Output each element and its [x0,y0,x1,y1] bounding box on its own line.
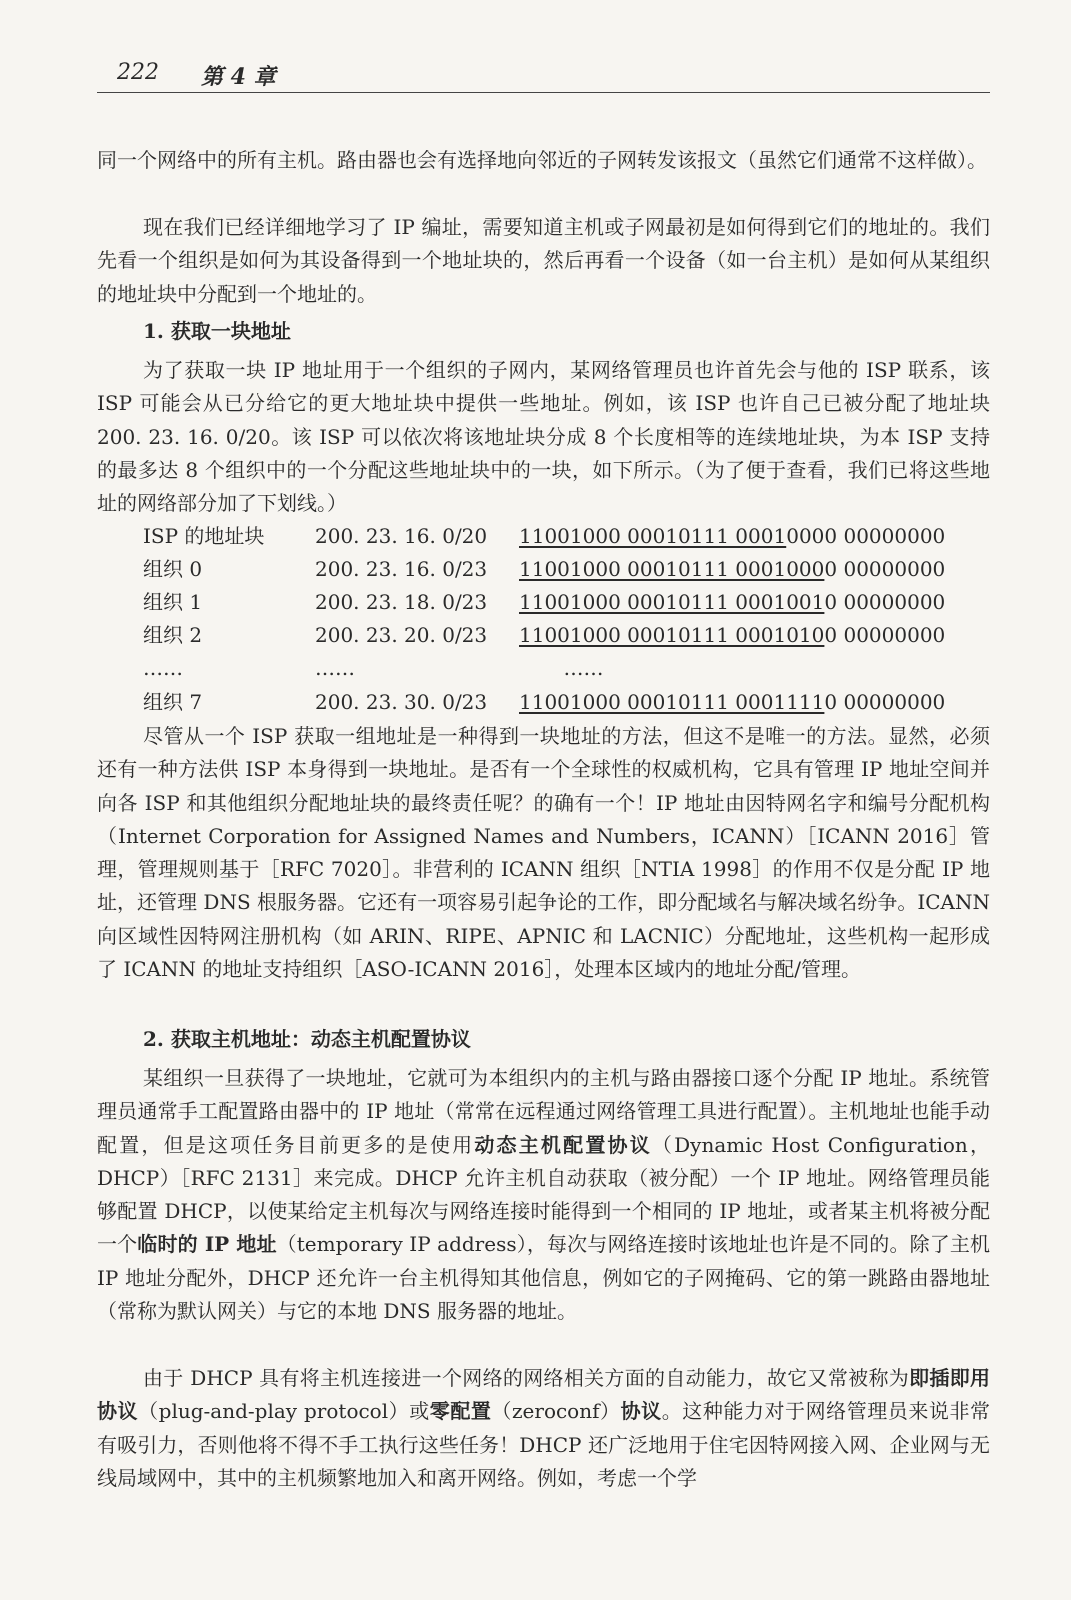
row-name: 组织 1 [143,590,203,614]
row-bits [519,553,945,586]
paragraph-1: 同一个网络中的所有主机。路由器也会有选择地向邻近的子网转发该报文（虽然它们通常不这样做）。 [97,148,987,172]
paragraph-2: 现在我们已经详细地学习了 IP 编址，需要知道主机或子网最初是如何得到它们的地址的。我们先看一个组织是如何为其设备得到一个地址块的，然后再看一个设备（如一台主机）是如何从某组织的地址块中分配到一个地址的。 [97,215,990,306]
paragraph-6 [97,1362,990,1495]
row-bits-network: 11001000 00010111 0001 [519,524,787,548]
row-name: 组织 7 [143,690,203,714]
row-prefix: 200. 23. 30. 0/23 [315,690,488,714]
p6-text-g: 。这种能力对于网络管理员来说非常有吸引力，否则他将不得不手工执行这些任务！DHCP 还广泛地用于住宅因特网接入网、企业网与无线局域网中，其中的主机频繁地加入和离开网络。例如，考虑一个学 [97,1399,991,1490]
row-bits-host: 0 00000000 [824,590,946,614]
term-dhcp: 动态主机配置协议 [474,1132,652,1157]
row-bits [519,652,604,685]
row-bits-network: 11001000 00010111 0001111 [519,690,825,714]
row-prefix: 200. 23. 16. 0/23 [315,557,488,581]
page-number: 222 [117,60,159,85]
p5-text-a: 某组织一旦获得了一块地址，它就可为本组织内的主机与路由器接口逐个分配 IP 地址。系统管理员通常手工配置路由器中的 IP 地址（常常在远程通过网络管理工具进行配置）。主机地址也能手动配置，但是这项任务目前更多的是使用 [97,1066,990,1157]
row-name: …… [143,656,183,680]
row-bits-host: …… [519,656,604,680]
row-name: 组织 2 [143,623,203,647]
row-bits [519,520,945,553]
p5-text-e: （temporary IP address），每次与网络连接时该地址也许是不同的。除了主机 IP 地址分配外，DHCP 还允许一台主机得知其他信息，例如它的子网掩码、它的第一跳路由器地址（常称为默认网关）与它的本地 DNS 服务器的地址。 [97,1232,991,1324]
page-header [97,58,990,93]
row-name: 组织 0 [143,557,203,581]
p6-text-a: 由于 DHCP 具有将主机连接进一个网络的网络相关方面的自动能力，故它又常被称为 [143,1366,910,1390]
table-row [143,553,946,586]
p6-text-c: （plug-and-play protocol）或 [138,1399,430,1424]
table-row [143,652,943,685]
p5-text-c: （Dynamic Host Configuration，DHCP）［RFC 2131］来完成。DHCP 允许主机自动获取（被分配）一个 IP 地址。网络管理员能够配置 DHCP，以使某给定主机每次与网络连接时能得到一个相同的 IP 地址，或者某主机将被分配一个 [97,1132,990,1257]
section-heading-2: 2. 获取主机地址：动态主机配置协议 [143,1027,471,1051]
row-bits-host: 0 00000000 [824,690,946,714]
term-plug-and-play: 即插即用协议 [97,1366,991,1424]
row-prefix: …… [315,656,355,680]
row-bits-network: 11001000 00010111 0001010 [519,623,825,647]
term-zeroconf: 零配置 [429,1399,492,1424]
row-prefix: 200. 23. 18. 0/23 [315,590,488,614]
row-bits-host: 0000 00000000 [786,524,946,548]
paragraph-5 [97,1062,990,1328]
table-row [143,520,946,553]
paragraph-3: 为了获取一块 IP 地址用于一个组织的子网内，某网络管理员也许首先会与他的 ISP 联系，该 ISP 可能会从已分给它的更大地址块中提供一些地址。例如，该 ISP 也许自己已被分配了地址块 200. 23. 16. 0/20。该 ISP 可以依次将该地址块分成 8 个长度相等的连续地址块，为本 ISP 支持的最多达 8 个组织中的一个分配这些地址块中的一块，如下所示。（为了便于查看，我们已将这些地址的网络部分加了下划线。） [97,358,990,516]
row-bits [519,586,945,619]
table-row [143,586,946,619]
table-row [143,686,946,719]
row-bits-host: 0 00000000 [824,557,946,581]
row-prefix: 200. 23. 20. 0/23 [315,623,488,647]
row-bits [519,619,945,652]
term-protocol: 协议 [620,1399,662,1424]
row-bits [519,686,945,719]
chapter-title: 第 4 章 [201,64,276,90]
section-heading-1: 1. 获取一块地址 [143,319,291,343]
term-temporary-ip: 临时的 IP 地址 [137,1232,277,1257]
row-bits-network: 11001000 00010111 0001001 [519,590,825,614]
paragraph-4: 尽管从一个 ISP 获取一组地址是一种得到一块地址的方法，但这不是唯一的方法。显然，必须还有一种方法供 ISP 本身得到一块地址。是否有一个全球性的权威机构，它具有管理 IP 地址空间并向各 ISP 和其他组织分配地址块的最终责任呢？的确有一个！IP 地址由因特网名字和编号分配机构（Internet Corporation for Assigned Names and Numbers，ICANN）［ICANN 2016］管理，管理规则基于［RFC 7020］。非营利的 ICANN 组织［NTIA 1998］的作用不仅是分配 IP 地址，还管理 DNS 根服务器。它还有一项容易引起争论的工作，即分配域名与解决域名纷争。ICANN 向区域性因特网注册机构（如 ARIN、RIPE、APNIC 和 LACNIC）分配地址，这些机构一起形成了 ICANN 的地址支持组织［ASO-ICANN 2016］，处理本区域内的地址分配/管理。 [97,724,990,982]
p6-text-e: （zeroconf） [491,1399,621,1424]
row-prefix: 200. 23. 16. 0/20 [315,524,488,548]
row-name: ISP 的地址块 [143,524,265,548]
row-bits-network: 11001000 00010111 0001000 [519,557,825,581]
table-row [143,619,946,652]
row-bits-host: 0 00000000 [824,623,946,647]
